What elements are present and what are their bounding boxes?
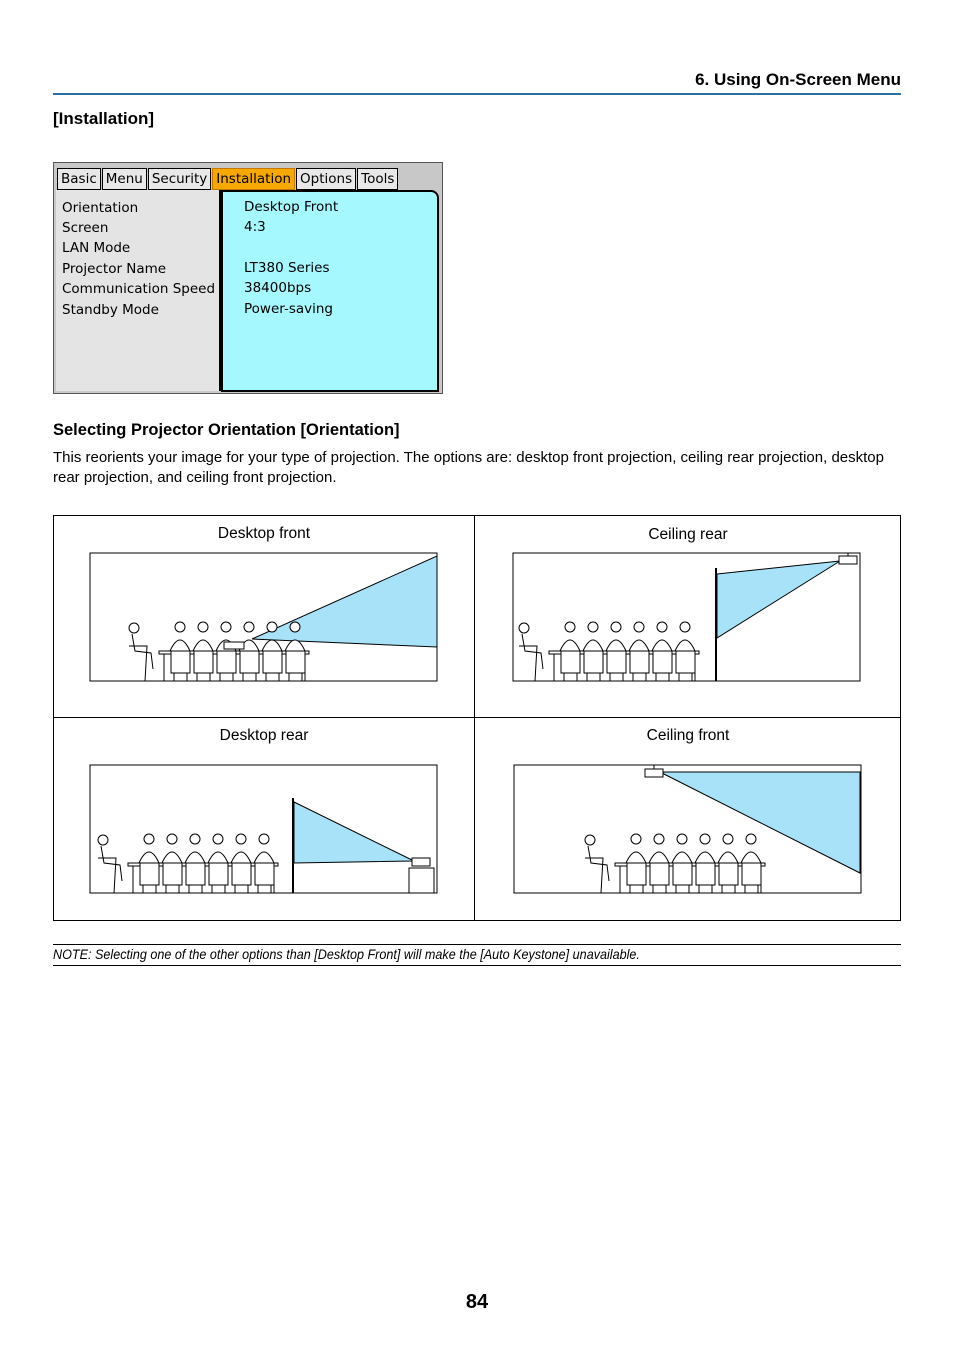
chapter-title: 6. Using On-Screen Menu	[695, 70, 901, 89]
audience-figures	[98, 834, 278, 893]
body-paragraph: This reorients your image for your type of projection. The options are: desktop front projection, ceiling rear projection, desktop rear projection, and ceiling front projection.	[53, 449, 884, 486]
illustration-desktop-rear	[54, 718, 474, 920]
tab-security[interactable]: Security	[148, 168, 211, 190]
tab-options[interactable]: Options	[296, 168, 356, 190]
tab-menu[interactable]: Menu	[102, 168, 147, 190]
illustration-desktop-front	[54, 516, 474, 717]
osd-item-communication-speed[interactable]: Communication Speed	[62, 281, 216, 297]
osd-menu	[53, 162, 443, 394]
orientation-grid	[53, 515, 901, 921]
audience-figures	[585, 834, 765, 893]
note-text: NOTE: Selecting one of the other options than [Desktop Front] will make the [Auto Keystone] unavailable.	[53, 946, 640, 962]
osd-tab-bar	[57, 168, 399, 190]
osd-value-standby-mode: Power-saving	[244, 301, 333, 317]
cell-ceiling-front	[475, 718, 901, 920]
label-ceiling-rear: Ceiling rear	[648, 526, 728, 543]
osd-value-orientation: Desktop Front	[244, 199, 339, 215]
osd-value-panel	[221, 190, 439, 392]
note-box	[53, 944, 901, 966]
osd-value-projector-name: LT380 Series	[244, 260, 330, 276]
label-desktop-front: Desktop front	[217, 525, 311, 542]
illustration-ceiling-rear	[475, 516, 901, 717]
osd-value-screen: 4:3	[244, 219, 266, 235]
osd-item-standby-mode[interactable]: Standby Mode	[62, 302, 159, 318]
subsection-title: Selecting Projector Orientation [Orientation]	[53, 421, 400, 439]
osd-item-projector-name[interactable]: Projector Name	[62, 261, 167, 277]
page-number: 84	[465, 1291, 489, 1313]
osd-item-lan-mode[interactable]: LAN Mode	[62, 240, 131, 256]
tab-installation[interactable]: Installation	[212, 168, 295, 190]
label-ceiling-front: Ceiling front	[646, 727, 730, 744]
osd-item-list	[56, 190, 221, 391]
osd-item-orientation[interactable]: Orientation	[62, 200, 139, 216]
audience-figures	[519, 622, 699, 681]
label-desktop-rear: Desktop rear	[219, 727, 309, 744]
osd-value-communication-speed: 38400bps	[244, 280, 312, 296]
cell-desktop-rear	[54, 718, 474, 920]
cell-ceiling-rear	[475, 516, 901, 717]
tab-tools[interactable]: Tools	[357, 168, 398, 190]
header-rule	[53, 93, 901, 95]
section-title: [Installation]	[53, 109, 155, 128]
illustration-ceiling-front	[475, 718, 901, 920]
tab-basic[interactable]: Basic	[57, 168, 101, 190]
osd-item-screen[interactable]: Screen	[62, 220, 109, 236]
cell-desktop-front	[54, 516, 474, 717]
